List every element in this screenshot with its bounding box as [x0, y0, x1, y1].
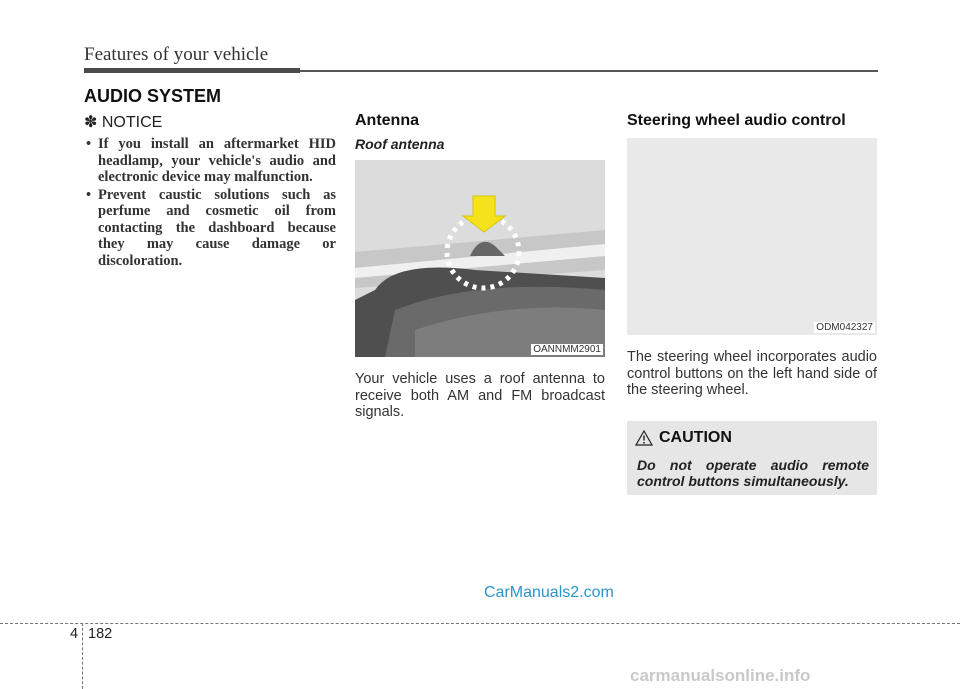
section-title: AUDIO SYSTEM — [84, 86, 222, 106]
site-footer-watermark: carmanualsonline.info — [630, 666, 811, 685]
watermark-link[interactable]: CarManuals2.com — [484, 584, 614, 601]
warning-triangle-icon — [635, 430, 653, 446]
antenna-heading: Antenna — [355, 112, 419, 129]
steering-text: The steering wheel incorporates audio control buttons on the left hand side of the steering wheel. — [627, 349, 877, 398]
antenna-figure-code: OANNMM2901 — [533, 344, 601, 355]
page-number: 182 — [88, 626, 113, 642]
antenna-column — [355, 112, 605, 421]
steering-heading: Steering wheel audio control — [627, 112, 846, 129]
antenna-text: Your vehicle uses a roof antenna to receive both AM and FM broadcast signals. — [355, 371, 605, 420]
notice-list — [84, 136, 336, 269]
steering-figure-code: ODM042327 — [816, 322, 873, 333]
header-rule-thin — [300, 70, 878, 72]
footer-vertical-divider — [82, 623, 83, 689]
roof-antenna-illustration — [355, 160, 605, 357]
antenna-figure — [355, 160, 605, 357]
notice-item: • If you install an aftermarket HID headlamp, your vehicle's audio and electronic device may malfunction. — [84, 136, 336, 186]
caution-header — [635, 429, 732, 447]
notice-item: • Prevent caustic solutions such as perfume and cosmetic oil from contacting the dashboard because they may cause damage or discoloration. — [84, 187, 336, 270]
notice-column — [84, 112, 336, 270]
header-rule-thick — [84, 68, 300, 73]
steering-figure — [627, 138, 877, 335]
steering-column — [627, 112, 877, 495]
antenna-subheading: Roof antenna — [355, 136, 445, 152]
header-title: Features of your vehicle — [84, 44, 269, 65]
caution-text: Do not operate audio remote control buttons simultaneously. — [637, 456, 869, 489]
caution-title: CAUTION — [659, 428, 732, 446]
notice-title: ✽ NOTICE — [84, 114, 163, 131]
footer-divider — [0, 623, 960, 624]
caution-box — [627, 421, 877, 495]
page-chapter: 4 — [70, 626, 79, 642]
